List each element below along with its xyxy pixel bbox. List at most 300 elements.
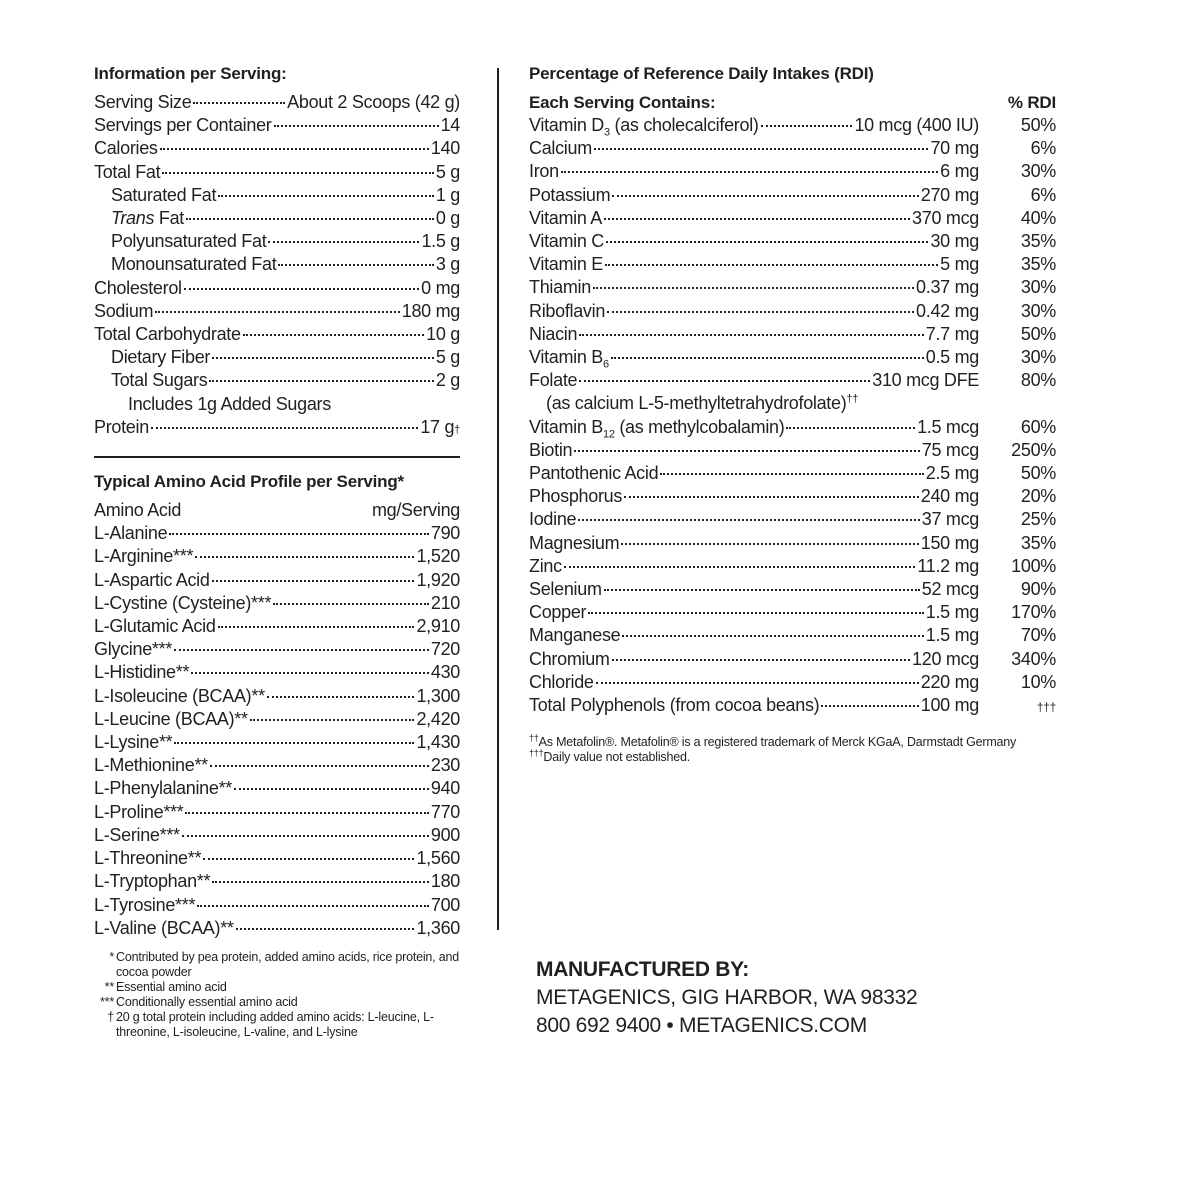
info-row: [94, 323, 460, 346]
rdi-row: [529, 346, 1056, 369]
amino-row-value: 210: [430, 592, 460, 613]
amino-row: [94, 522, 460, 545]
rdi-row-value: 10 mcg (400 IU): [854, 115, 979, 135]
rdi-label-text: (as calcium L-5-methyltetrahydrofolate): [546, 393, 847, 414]
amino-row-label: L-Tryptophan**: [94, 871, 211, 892]
amino-row: [94, 661, 460, 684]
info-row-value: 3 g: [435, 254, 460, 275]
rdi-sub-heading: Each Serving Contains:: [529, 93, 716, 112]
amino-row-value: 1,920: [416, 569, 460, 590]
rdi-row-main: [529, 137, 979, 160]
rdi-label-text: Iodine: [529, 509, 577, 530]
rdi-row-value: 370 mcg: [912, 207, 979, 228]
leader-dots: [212, 881, 429, 883]
leader-dots: [611, 357, 924, 359]
footnote-mark: *: [109, 949, 114, 964]
leader-dots: [191, 672, 429, 674]
rdi-row-label: [529, 160, 559, 183]
amino-row-label: Glycine***: [94, 639, 173, 660]
rdi-row-label: [529, 694, 819, 717]
left-column: [94, 62, 460, 1040]
rdi-row-main: [529, 369, 979, 392]
rdi-row-main: [529, 323, 979, 346]
rdi-row-label: [529, 253, 603, 276]
rdi-row-label: [529, 578, 602, 601]
leader-dots: [218, 626, 415, 628]
rdi-row: [529, 439, 1056, 462]
rdi-row-percent: 6%: [1030, 138, 1056, 159]
leader-dots: [593, 287, 914, 289]
amino-row-label: L-Serine***: [94, 824, 180, 845]
leader-dots: [578, 519, 920, 521]
rdi-label-text: Manganese: [529, 625, 621, 646]
rdi-row-main: [529, 578, 979, 601]
info-row-value: 0 mg: [421, 277, 460, 298]
rdi-label-text: Phosphorus: [529, 486, 623, 507]
leader-dots: [174, 649, 429, 651]
rdi-row-main: [529, 462, 979, 485]
leader-dots: [209, 380, 433, 382]
leader-dots: [162, 172, 434, 174]
rdi-pct-heading: % RDI: [1007, 93, 1056, 112]
info-row-label-rest: Fat: [154, 208, 184, 229]
amino-row-value: 230: [430, 755, 460, 776]
amino-row-value: 720: [430, 639, 460, 660]
rdi-row: [529, 230, 1056, 253]
amino-row-label: L-Alanine: [94, 523, 168, 544]
leader-dots: [561, 171, 938, 173]
leader-dots: [624, 496, 919, 498]
rdi-row-value: 1.5 mg: [925, 625, 979, 646]
leader-dots: [564, 566, 916, 568]
rdi-row-main: [529, 184, 979, 207]
leader-dots: [761, 125, 853, 127]
column-divider: [497, 68, 499, 930]
rdi-row-value: 1.5 mcg: [917, 416, 979, 437]
rdi-label-text: Copper: [529, 602, 587, 623]
rdi-row-label: [546, 392, 858, 415]
amino-row-value: 1,300: [416, 685, 460, 706]
info-row-label: Serving Size: [94, 92, 192, 112]
leader-dots: [786, 427, 915, 429]
info-row-label: Monounsaturated Fat: [111, 254, 277, 275]
rdi-row-value: 220 mg: [920, 671, 979, 692]
amino-row-value: 790: [430, 523, 460, 544]
amino-row-value: 180: [430, 871, 460, 892]
leader-dots: [160, 148, 429, 150]
leader-dots: [174, 742, 414, 744]
rdi-row: [529, 462, 1056, 485]
info-row: [94, 207, 460, 230]
info-row-label: Servings per Container: [94, 115, 272, 136]
rdi-row-value: 11.2 mg: [917, 555, 979, 576]
rdi-label-text: Calcium: [529, 138, 592, 159]
leader-dots: [212, 357, 434, 359]
rdi-row-percent: 10%: [1020, 671, 1056, 692]
rdi-row-main: [529, 532, 979, 555]
rdi-row-main: [529, 555, 979, 578]
amino-row: [94, 731, 460, 754]
info-table: [94, 91, 460, 442]
leader-dots: [622, 635, 923, 637]
amino-row-label: L-Threonine**: [94, 848, 202, 869]
rdi-heading: Percentage of Reference Daily Intakes (RDI): [529, 64, 874, 83]
amino-row: [94, 708, 460, 731]
rdi-row: [529, 323, 1056, 346]
rdi-row-label: [529, 508, 576, 531]
leader-dots: [604, 589, 920, 591]
rdi-row-main: [529, 160, 979, 183]
rdi-row-main: [529, 694, 979, 717]
amino-col-unit: mg/Serving: [371, 500, 460, 521]
rdi-label-text: Magnesium: [529, 532, 620, 553]
info-row-label: Total Carbohydrate: [94, 324, 241, 345]
rdi-row-percent: 70%: [1020, 625, 1056, 646]
rdi-label-text: (as methylcobalamin): [614, 416, 785, 437]
amino-row: [94, 917, 460, 940]
leader-dots: [579, 380, 870, 382]
rdi-label-text: Riboflavin: [529, 300, 606, 321]
rdi-label-text: Vitamin C: [529, 231, 604, 252]
rdi-row-value: 5 mg: [940, 254, 979, 275]
footnote-mark: ††: [529, 733, 539, 744]
amino-row: [94, 545, 460, 568]
leader-dots: [193, 102, 285, 104]
info-row-label: Total Sugars: [111, 370, 208, 391]
rdi-row-label: [529, 230, 604, 253]
amino-row: [94, 754, 460, 777]
leader-dots: [267, 696, 415, 698]
amino-column-header: [94, 499, 460, 522]
rdi-row-main: [529, 485, 979, 508]
rdi-row-value: 240 mg: [920, 486, 979, 507]
info-row-label: Protein: [94, 416, 149, 437]
leader-dots: [185, 812, 428, 814]
info-row-label: Saturated Fat: [111, 184, 217, 205]
rdi-row-label: [529, 439, 572, 462]
amino-row-label: L-Leucine (BCAA)**: [94, 708, 248, 729]
info-row: Includes 1g Added Sugars: [128, 393, 331, 414]
rdi-row: [529, 648, 1056, 671]
amino-row-value: 700: [430, 894, 460, 915]
rdi-row-percent: 100%: [1011, 555, 1056, 576]
amino-footnote: [94, 995, 460, 1010]
rdi-row-percent: †††: [1036, 700, 1056, 715]
rdi-row-percent: 35%: [1020, 532, 1056, 553]
footnote-text: Conditionally essential amino acid: [116, 994, 298, 1009]
rdi-row-percent: 50%: [1020, 463, 1056, 484]
info-row-value: 1.5 g: [421, 231, 460, 252]
amino-row: [94, 592, 460, 615]
leader-dots: [574, 450, 920, 452]
leader-dots: [821, 705, 918, 707]
rdi-row-percent: 250%: [1011, 439, 1056, 460]
leader-dots: [195, 556, 414, 558]
leader-dots: [612, 195, 918, 197]
info-row: [94, 369, 460, 392]
rdi-row-label: [529, 346, 609, 369]
footnote-mark: †††: [529, 748, 544, 759]
info-row-label-italic: Trans: [111, 208, 155, 229]
info-row-label: Total Fat: [94, 161, 161, 182]
leader-dots: [273, 603, 429, 605]
info-row-value: 17 g: [420, 416, 455, 437]
info-row: [94, 184, 460, 207]
amino-row-value: 940: [430, 778, 460, 799]
info-row-label: Calories: [94, 138, 158, 159]
rdi-row-value: 37 mcg: [921, 509, 979, 530]
amino-row-label: L-Tyrosine***: [94, 894, 196, 915]
rdi-row: [529, 160, 1056, 183]
section-divider: [94, 456, 460, 458]
rdi-row-label: [529, 532, 619, 555]
rdi-footnotes: [529, 735, 1056, 765]
rdi-row-main: [529, 253, 979, 276]
leader-dots: [234, 788, 429, 790]
manufacturer-block: [536, 956, 917, 1040]
rdi-label-text: Thiamin: [529, 277, 591, 298]
rdi-label-text: Vitamin D: [529, 115, 604, 135]
amino-row: [94, 894, 460, 917]
rdi-label-text: Vitamin E: [529, 254, 604, 275]
rdi-row-label: [529, 300, 605, 323]
footnote-mark: †: [107, 1009, 114, 1024]
rdi-row-value: 270 mg: [920, 184, 979, 205]
rdi-row-main: [529, 207, 979, 230]
leader-dots: [151, 427, 418, 429]
rdi-row-percent: 50%: [1020, 115, 1056, 135]
amino-row-value: 1,560: [416, 848, 460, 869]
rdi-footnote: [529, 735, 1056, 750]
rdi-row: [529, 508, 1056, 531]
leader-dots: [182, 835, 429, 837]
info-row-value: 5 g: [435, 161, 460, 182]
rdi-label-text: Selenium: [529, 579, 602, 600]
amino-row: [94, 824, 460, 847]
rdi-row-label: [529, 624, 620, 647]
amino-row: [94, 801, 460, 824]
amino-row-label: L-Glutamic Acid: [94, 616, 216, 637]
amino-heading: Typical Amino Acid Profile per Serving*: [94, 472, 404, 492]
rdi-row: [529, 671, 1056, 694]
amino-row-value: 2,910: [416, 616, 460, 637]
info-row-value: 14: [440, 115, 460, 136]
rdi-row-label: [529, 137, 592, 160]
rdi-row-main: [529, 346, 979, 369]
rdi-row-percent: 30%: [1020, 277, 1056, 298]
rdi-row-label: [529, 323, 577, 346]
rdi-label-text: Niacin: [529, 323, 578, 344]
rdi-row-value: 6 mg: [940, 161, 979, 182]
rdi-label-text: Pantothenic Acid: [529, 463, 659, 484]
footnote-text: Daily value not established.: [543, 750, 690, 765]
info-row: [94, 346, 460, 369]
rdi-row-percent: 6%: [1030, 184, 1056, 205]
rdi-label-text: Iron: [529, 161, 559, 182]
rdi-row-main: [529, 601, 979, 624]
amino-row-value: 900: [430, 824, 460, 845]
footnote-text: As Metafolin®. Metafolin® is a registered trademark of Merck KGaA, Darmstadt Germany: [538, 735, 1017, 750]
rdi-row: [529, 532, 1056, 555]
rdi-row: [529, 253, 1056, 276]
rdi-row-percent: 340%: [1011, 648, 1056, 669]
leader-dots: [594, 148, 929, 150]
rdi-row: [529, 392, 1056, 415]
rdi-row-value: 310 mcg DFE: [872, 370, 979, 391]
amino-row-label: L-Valine (BCAA)**: [94, 917, 234, 938]
leader-dots: [155, 311, 400, 313]
amino-row-value: 770: [430, 801, 460, 822]
leader-dots: [606, 241, 928, 243]
info-row-value: About 2 Scoops (42 g): [287, 92, 460, 112]
info-row-label: [94, 207, 184, 230]
rdi-row: [529, 601, 1056, 624]
leader-dots: [203, 858, 414, 860]
leader-dots: [250, 719, 415, 721]
leader-dots: [236, 928, 415, 930]
leader-dots: [212, 580, 415, 582]
rdi-row-value: 52 mcg: [921, 579, 979, 600]
rdi-label-text: Chromium: [529, 648, 610, 669]
rdi-row: [529, 207, 1056, 230]
amino-row-label: L-Aspartic Acid: [94, 569, 210, 590]
amino-row-value: 430: [430, 662, 460, 683]
info-row-label: Dietary Fiber: [111, 347, 211, 368]
rdi-row-value: 120 mcg: [912, 648, 979, 669]
leader-dots: [579, 334, 924, 336]
rdi-row: [529, 137, 1056, 160]
amino-row-label: L-Histidine**: [94, 662, 190, 683]
rdi-row-percent: 20%: [1020, 486, 1056, 507]
dagger-mark: †: [454, 423, 460, 436]
rdi-row-value: 0.42 mg: [916, 300, 979, 321]
rdi-row: [529, 555, 1056, 578]
amino-row: [94, 777, 460, 800]
manufacturer-title: MANUFACTURED BY:: [536, 958, 749, 981]
rdi-row-percent: 30%: [1020, 161, 1056, 182]
rdi-row-value: 70 mg: [930, 138, 979, 159]
leader-dots: [612, 659, 910, 661]
rdi-label-text: Zinc: [529, 555, 562, 576]
rdi-row-value: 7.7 mg: [925, 323, 979, 344]
leader-dots: [588, 612, 924, 614]
info-row-value: 5 g: [435, 347, 460, 368]
rdi-row: [529, 369, 1056, 392]
amino-footnotes: [94, 950, 460, 1040]
rdi-row-percent: 80%: [1020, 370, 1056, 391]
footnote-mark: ***: [100, 994, 114, 1009]
rdi-row: [529, 416, 1056, 439]
rdi-row-percent: 30%: [1020, 347, 1056, 368]
rdi-label-text: Vitamin A: [529, 207, 603, 228]
rdi-row-value: 30 mg: [930, 231, 979, 252]
leader-dots: [186, 218, 434, 220]
leader-dots: [278, 264, 433, 266]
rdi-row: [529, 578, 1056, 601]
rdi-row: [529, 624, 1056, 647]
rdi-label-subscript: 12: [603, 428, 615, 441]
rdi-row-label: [529, 648, 610, 671]
amino-row: [94, 638, 460, 661]
rdi-label-subscript: 3: [604, 126, 610, 139]
amino-row: [94, 569, 460, 592]
rdi-row-percent: 170%: [1011, 602, 1056, 623]
rdi-row: [529, 485, 1056, 508]
amino-row-label: L-Methionine**: [94, 755, 208, 776]
amino-row-label: L-Lysine**: [94, 732, 173, 753]
rdi-label-subscript: 6: [603, 358, 609, 371]
info-row: [94, 277, 460, 300]
footnote-text: Contributed by pea protein, added amino acids, rice protein, and cocoa powder: [116, 949, 459, 979]
rdi-label-text: (as cholecalciferol): [609, 115, 759, 135]
amino-row-value: 1,520: [416, 546, 460, 567]
rdi-row-percent: 60%: [1020, 416, 1056, 437]
rdi-row-value: 0.37 mg: [916, 277, 979, 298]
amino-row-label: L-Phenylalanine**: [94, 778, 233, 799]
footnote-text: 20 g total protein including added amino acids: L-leucine, L-threonine, L-isoleucine, L-valine, and L-lysine: [116, 1009, 434, 1039]
manufacturer-contact: 800 692 9400 • METAGENICS.COM: [536, 1014, 867, 1037]
rdi-row-percent: 30%: [1020, 300, 1056, 321]
info-row-label: Sodium: [94, 300, 154, 321]
footnote-text: Essential amino acid: [116, 979, 227, 994]
rdi-row-main: [546, 392, 996, 415]
amino-row: [94, 685, 460, 708]
amino-footnote: [94, 980, 460, 995]
leader-dots: [607, 311, 914, 313]
leader-dots: [218, 195, 434, 197]
manufacturer-address: METAGENICS, GIG HARBOR, WA 98332: [536, 986, 918, 1009]
amino-row-value: 1,430: [416, 732, 460, 753]
rdi-row: [529, 300, 1056, 323]
rdi-table: [529, 114, 1056, 719]
rdi-row-value: 2.5 mg: [925, 463, 979, 484]
rdi-row-percent: 35%: [1020, 231, 1056, 252]
leader-dots: [243, 334, 424, 336]
right-column: [529, 62, 1056, 765]
leader-dots: [605, 264, 938, 266]
rdi-row-value: 100 mg: [920, 695, 979, 716]
rdi-label-text: Potassium: [529, 184, 611, 205]
rdi-row-main: [529, 508, 979, 531]
info-row-value: 140: [430, 138, 460, 159]
info-row-value: 180 mg: [401, 300, 460, 321]
rdi-row-main: [529, 230, 979, 253]
rdi-row-main: [529, 276, 979, 299]
amino-row: [94, 615, 460, 638]
rdi-row-main: [529, 624, 979, 647]
rdi-row-main: [529, 439, 979, 462]
rdi-row: [529, 184, 1056, 207]
leader-dots: [621, 543, 918, 545]
rdi-row-label: [529, 114, 759, 137]
rdi-column-header: [529, 91, 1056, 114]
rdi-row-label: [529, 601, 586, 624]
amino-col-label: Amino Acid: [94, 500, 182, 521]
rdi-row: [529, 114, 1056, 137]
info-heading: Information per Serving:: [94, 64, 287, 83]
rdi-row-label: [529, 416, 784, 439]
rdi-row-main: [529, 416, 979, 439]
rdi-row-value: 75 mcg: [921, 439, 979, 460]
amino-row-label: L-Isoleucine (BCAA)**: [94, 685, 265, 706]
info-row: [94, 114, 460, 137]
rdi-row-percent: 25%: [1020, 509, 1056, 530]
rdi-row-label: [529, 369, 577, 392]
rdi-row-percent: 90%: [1020, 579, 1056, 600]
info-row: [94, 161, 460, 184]
rdi-row-label: [529, 462, 658, 485]
info-row: [94, 253, 460, 276]
